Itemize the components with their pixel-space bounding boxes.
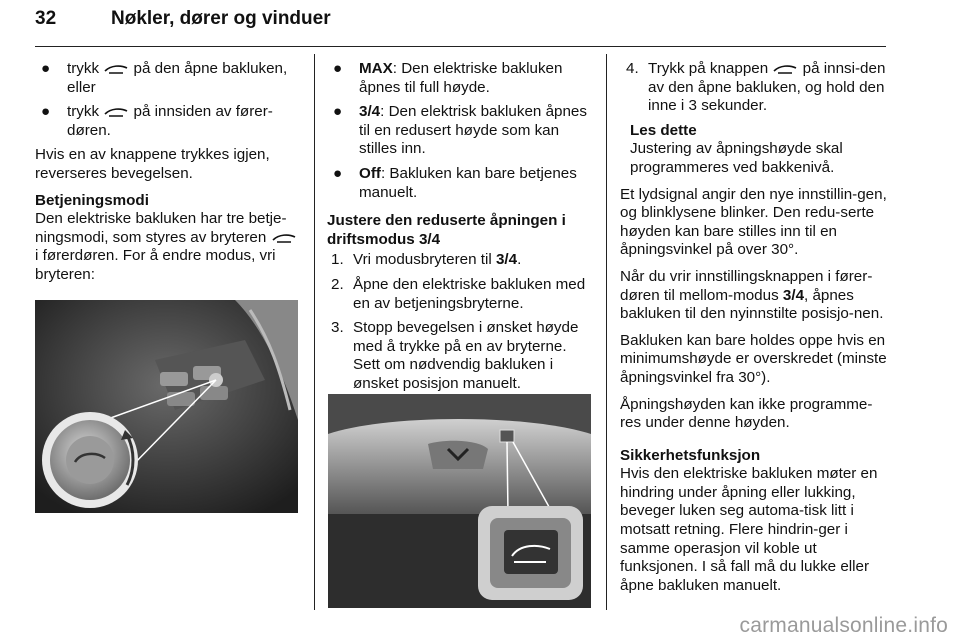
list-item: ● trykk på innsiden av fører-døren. (41, 103, 273, 139)
page-header (35, 6, 886, 46)
tailgate-icon (271, 232, 297, 244)
column-1 (35, 60, 301, 293)
paragraph: Når du vrir innstillingsknappen i fører-døren til mellom-modus 3/4, åpnes bakluken til den nyinnstilte posisjo-nen. (620, 267, 884, 323)
tailgate-icon (103, 63, 129, 75)
paragraph: Hvis den elektriske bakluken møter en hindring under åpning eller lukking, beveger luken seg automa-tisk litt i motsatt retning. Flere hindrin-ger i samme operasjon vil koble ut funksjonen. I så fall må du lukke eller åpne bakluken manuelt. (620, 465, 878, 594)
paragraph: Hvis en av knappene trykkes igjen, reverseres bevegelsen. (35, 146, 270, 182)
tailgate-icon (103, 106, 129, 118)
section-heading: Justere den reduserte åpningen i driftsmodus 3/4 (327, 212, 566, 248)
tailgate-button-illustration (328, 394, 591, 608)
column-3 (620, 60, 888, 603)
section-heading: Sikkerhetsfunksjon (620, 446, 761, 464)
page-number: 32 (35, 8, 57, 29)
note-title: Les dette (630, 121, 697, 139)
watermark: carmanualsonline.info (739, 614, 948, 637)
column-divider (606, 54, 607, 610)
header-rule (35, 46, 886, 47)
paragraph: Bakluken kan bare holdes oppe hvis en minimumshøyde er overskredet (minste åpningsvinkel fra 30°). (620, 331, 887, 386)
list-item: 2. Åpne den elektriske bakluken med en av betjeningsbryterne. (331, 275, 586, 312)
paragraph: Åpningshøyden kan ikke programme-res under denne høyden. (620, 395, 873, 432)
paragraph: Den elektriske bakluken har tre betje-ningsmodi, som styres av bryteren i førerdøren. For å endre modus, vri bryteren: (35, 210, 301, 284)
list-item: ● Off: Bakluken kan bare betjenes manuelt. (333, 164, 577, 201)
list-item: ● trykk på den åpne bakluken, eller (41, 60, 288, 96)
note-box (620, 122, 888, 178)
list-item: 1. Vri modusbryteren til 3/4. (331, 251, 522, 269)
list-item: 4. Trykk på knappen på innsi-den av den åpne bakluken, og hold den inne i 3 sekunder. (626, 60, 886, 115)
note-text: Justering av åpningshøyde skal programmeres ved bakkenivå. (630, 140, 843, 176)
chapter-title: Nøkler, dører og vinduer (111, 8, 331, 29)
list-item: ● 3/4: Den elektrisk bakluken åpnes til en redusert høyde som kan stilles inn. (333, 103, 587, 158)
tailgate-icon (772, 63, 798, 75)
paragraph: Et lydsignal angir den nye innstillin-gen, og blinklysene blinker. Den redu-serte høyden kan bare stilles inn til en åpningsvinkel på over 30°. (620, 185, 887, 259)
column-2 (327, 60, 595, 400)
list-item: ● MAX: Den elektriske bakluken åpnes til full høyde. (333, 60, 563, 96)
column-divider (314, 54, 315, 610)
list-item: 3. Stopp bevegelsen i ønsket høyde med å trykke på en av bryterne. Sett om nødvendig bakluken i ønsket posisjon manuelt. (331, 319, 579, 392)
driver-door-switch-illustration (35, 300, 298, 513)
section-heading: Betjeningsmodi (35, 191, 149, 209)
